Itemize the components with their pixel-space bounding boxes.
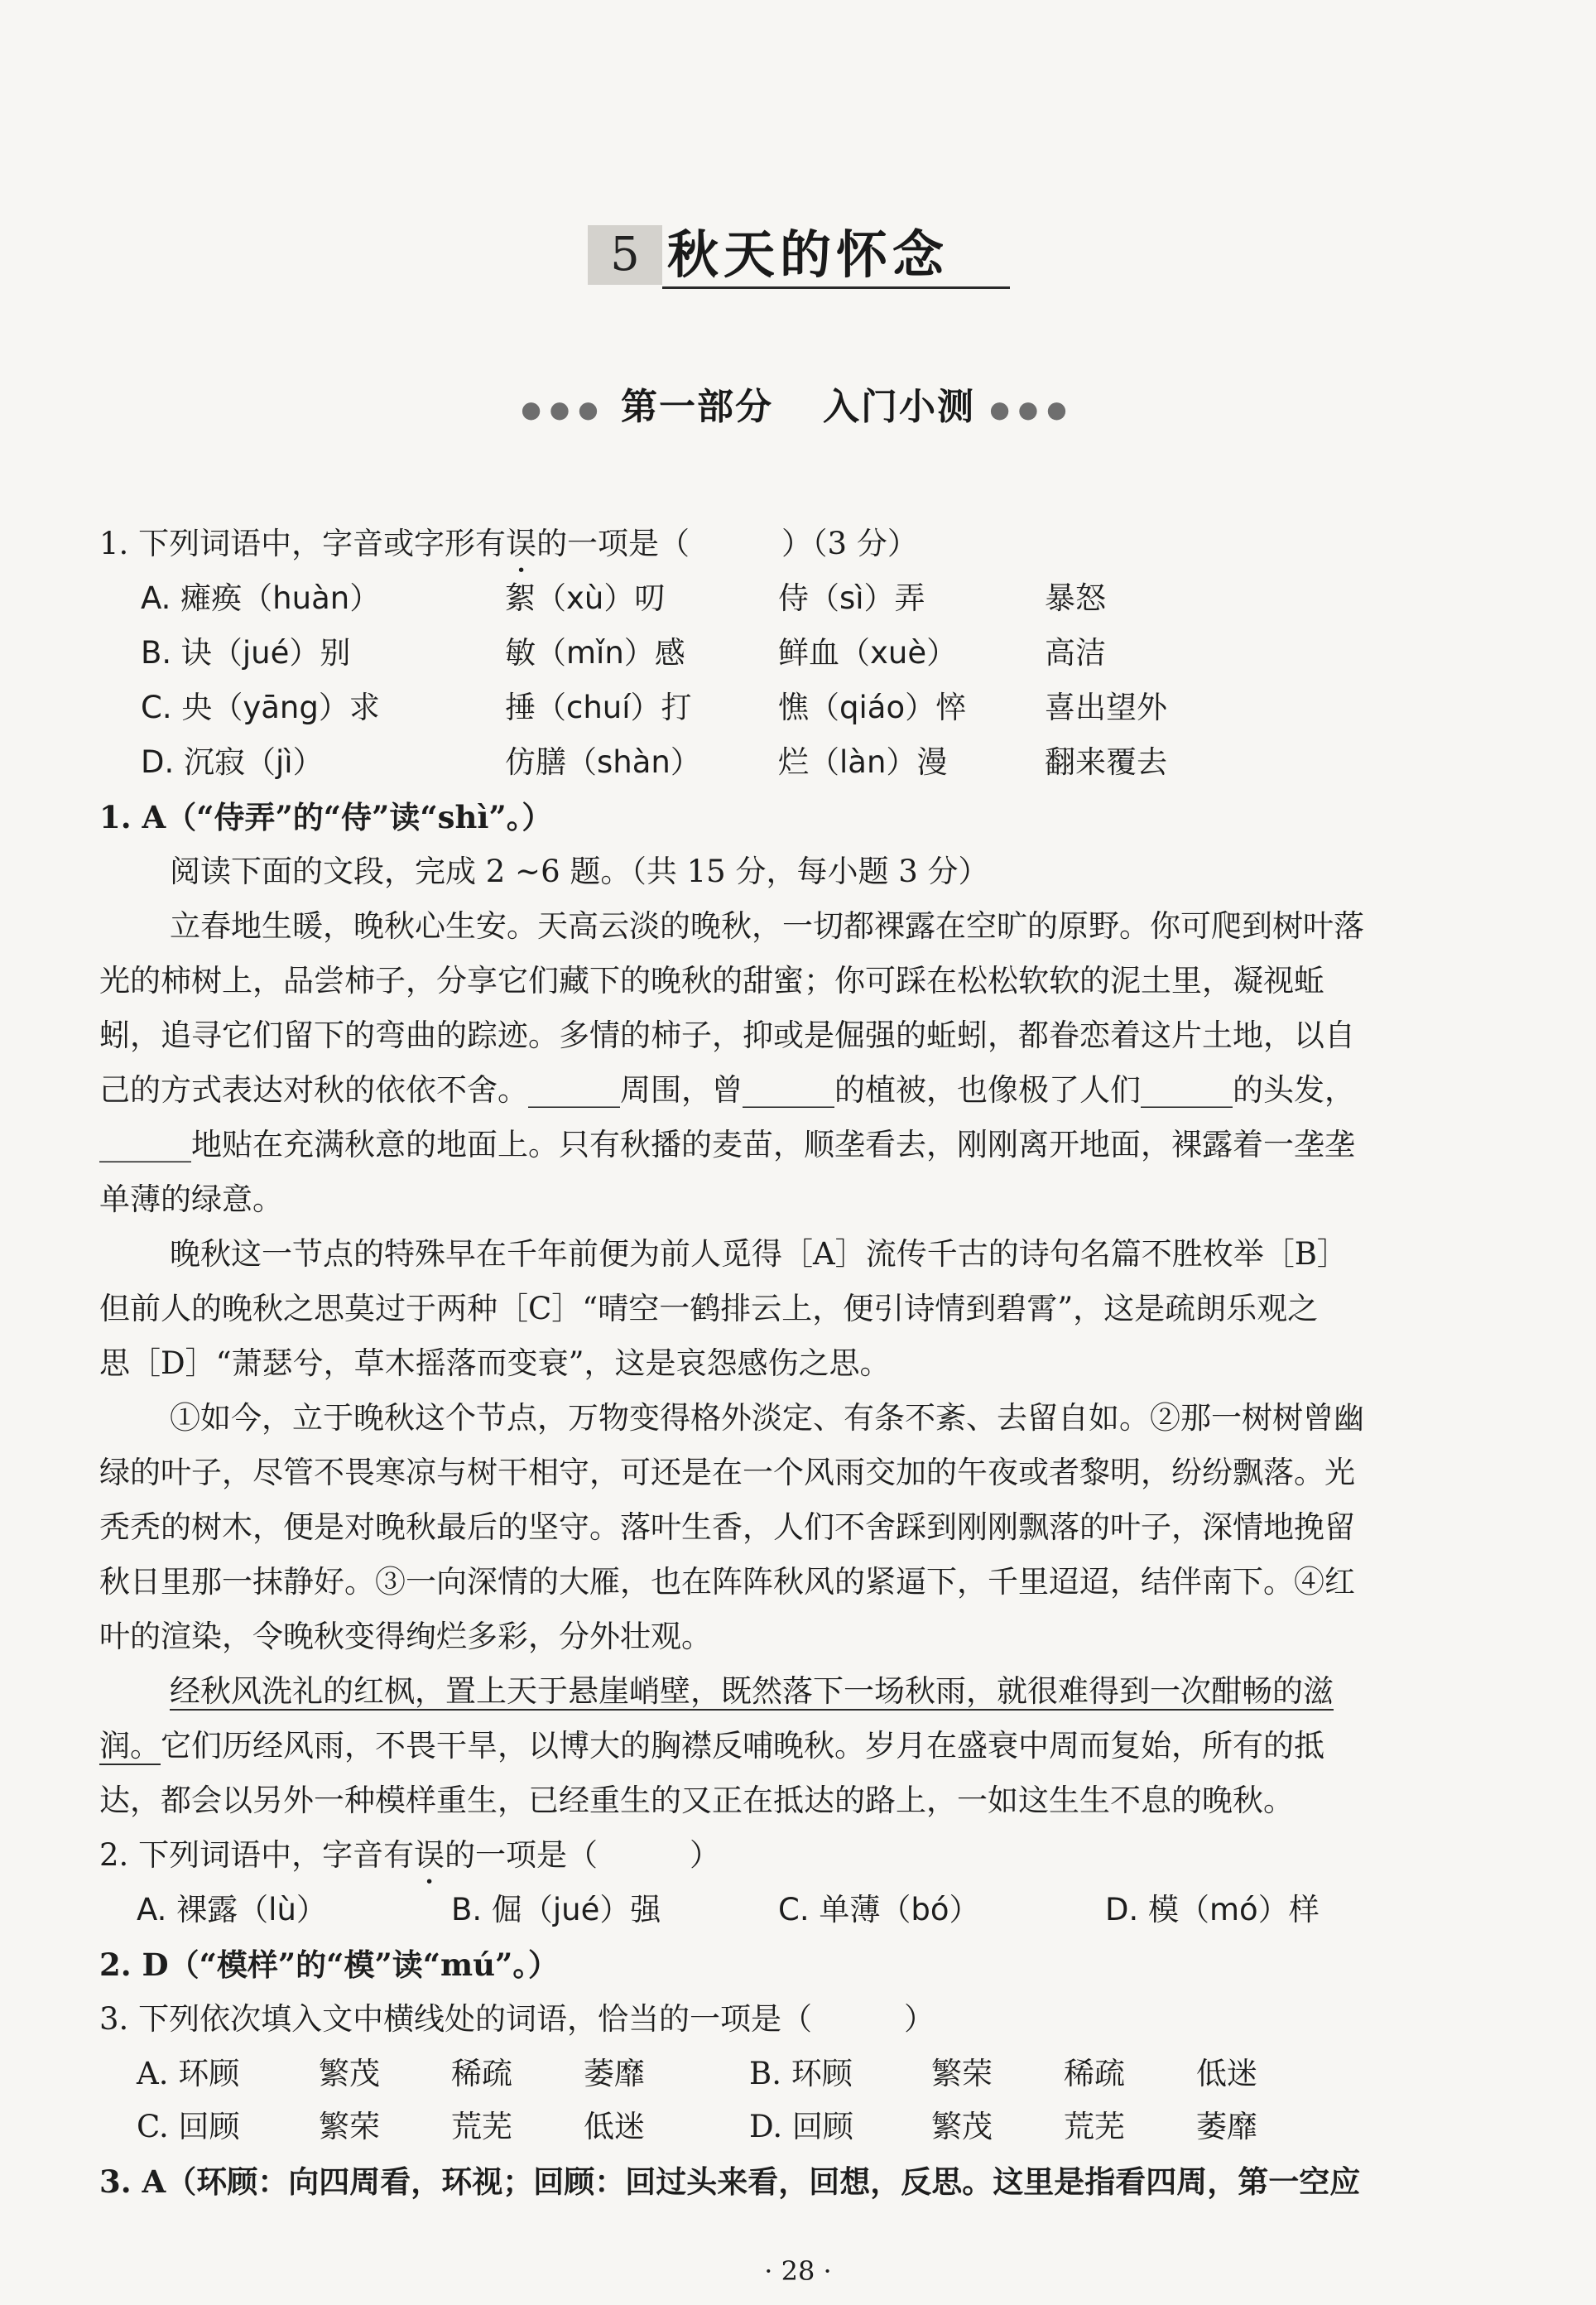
q1-option: 高洁 bbox=[1045, 635, 1106, 671]
passage-line: 秋日里那一抹静好。③一向深情的大雁，也在阵阵秋风的紧逼下，千里迢迢，结伴南下。④红 bbox=[99, 1564, 1355, 1600]
passage-line: ______地贴在充满秋意的地面上。只有秋播的麦苗，顺垄看去，刚刚离开地面，裸露着一垄垄 bbox=[99, 1127, 1355, 1162]
q1-option: 捶（chuí）打 bbox=[505, 690, 692, 725]
passage-line: 思［D］“萧瑟兮，草木摇落而变衰”，这是哀怨感伤之思。 bbox=[99, 1345, 891, 1381]
passage-line: 蚓，追寻它们留下的弯曲的踪迹。多情的柿子，抑或是倔强的蚯蚓，都眷恋着这片土地，以自 bbox=[99, 1018, 1355, 1053]
q1-option: 憔（qiáo）悴 bbox=[778, 690, 967, 725]
q3-option: C. 回顾 bbox=[137, 2109, 240, 2144]
lesson-number: 5 bbox=[588, 225, 662, 285]
passage-line: 光的柿树上，品尝柿子，分享它们藏下的晚秋的甜蜜；你可踩在松松软软的泥土里，凝视蚯 bbox=[99, 963, 1324, 999]
page-number: · 28 · bbox=[764, 2255, 832, 2287]
q1-option: B. 诀（jué）别 bbox=[141, 635, 351, 671]
emphasis-char: 误 bbox=[506, 526, 537, 561]
emphasis-char: 误 bbox=[414, 1837, 445, 1873]
q1-option: 侍（sì）弄 bbox=[778, 580, 925, 616]
q2-stem: 2. 下列词语中，字音有误的一项是（ ） bbox=[99, 1837, 721, 1873]
passage-line bbox=[170, 1671, 1577, 1712]
passage-line: 但前人的晚秋之思莫过于两种［C］“晴空一鹤排云上，便引诗情到碧霄”，这是疏朗乐观之 bbox=[99, 1291, 1319, 1326]
q1-stem: 1. 下列词语中，字音或字形有误的一项是（ ）（3 分） bbox=[99, 526, 918, 561]
lesson-title-text: 秋天的怀念 bbox=[667, 224, 949, 285]
q3-option: 荒芜 bbox=[451, 2109, 512, 2144]
section-heading bbox=[0, 377, 1596, 430]
q3-option: 萎靡 bbox=[584, 2056, 645, 2091]
q3-option: 荒芜 bbox=[1064, 2109, 1125, 2144]
q3-option: 低迷 bbox=[584, 2109, 645, 2144]
lesson-title bbox=[588, 222, 1010, 291]
passage-line: ①如今，立于晚秋这个节点，万物变得格外淡定、有条不紊、去留自如。②那一树树曾幽 bbox=[170, 1400, 1364, 1436]
q2-option: A. 裸露（lù） bbox=[137, 1892, 327, 1927]
q3-option: A. 环顾 bbox=[137, 2056, 240, 2091]
passage-line: 绿的叶子，尽管不畏寒凉与树干相守，可还是在一个风雨交加的午夜或者黎明，纷纷飘落。光 bbox=[99, 1455, 1355, 1490]
q3-option: 低迷 bbox=[1196, 2056, 1257, 2091]
title-underline bbox=[662, 286, 1010, 289]
q3-stem: 3. 下列依次填入文中横线处的词语，恰当的一项是（ ） bbox=[99, 2001, 935, 2037]
passage-line: 叶的渲染，令晚秋变得绚烂多彩，分外壮观。 bbox=[99, 1619, 712, 1654]
q2-option: D. 模（mó）样 bbox=[1105, 1892, 1320, 1927]
q2-answer: 2. D（“模样”的“模”读“mú”。） bbox=[99, 1946, 559, 1983]
q1-option: 鲜血（xuè） bbox=[778, 635, 958, 671]
q1-option: 敏（mǐn）感 bbox=[505, 635, 685, 671]
passage-line: 立春地生暖，晚秋心生安。天高云淡的晚秋，一切都裸露在空旷的原野。你可爬到树叶落 bbox=[170, 908, 1364, 944]
passage-line: 秃秃的树木，便是对晚秋最后的坚守。落叶生香，人们不舍踩到刚刚飘落的叶子，深情地挽留 bbox=[99, 1509, 1355, 1545]
q3-answer: 3. A（环顾：向四周看，环视；回顾：回过头来看，回想，反思。这里是指看四周，第一空应 bbox=[99, 2163, 1361, 2200]
q3-option: 稀疏 bbox=[1064, 2056, 1125, 2091]
section-part: 第一部分 bbox=[621, 386, 773, 428]
q1-option: 翻来覆去 bbox=[1045, 744, 1167, 780]
q3-option: 繁茂 bbox=[931, 2109, 993, 2144]
q1-option: 絮（xù）叨 bbox=[505, 580, 666, 616]
underlined-sentence-end: 润。 bbox=[99, 1728, 161, 1764]
passage-line: 己的方式表达对秋的依依不舍。______周围，曾______的植被，也像极了人们______的头发， bbox=[99, 1072, 1355, 1108]
q3-option: 萎靡 bbox=[1196, 2109, 1257, 2144]
section-name: 入门小测 bbox=[823, 386, 975, 428]
passage-line: 单薄的绿意。 bbox=[99, 1181, 283, 1217]
q1-answer: 1. A（“侍弄”的“侍”读“shì”。） bbox=[99, 799, 553, 835]
q1-option: 暴怒 bbox=[1045, 580, 1106, 616]
passage-line: 润。它们历经风雨，不畏干旱，以博大的胸襟反哺晚秋。岁月在盛衰中周而复始，所有的抵 bbox=[99, 1728, 1324, 1764]
reading-intro: 阅读下面的文段，完成 2 ~6 题。（共 15 分，每小题 3 分） bbox=[170, 854, 989, 889]
q1-option: 喜出望外 bbox=[1045, 690, 1167, 725]
q1-option: D. 沉寂（jì） bbox=[141, 744, 324, 780]
q3-option: 繁荣 bbox=[319, 2109, 380, 2144]
underlined-sentence: 经秋风洗礼的红枫，置上天于悬崖峭壁，既然落下一场秋雨，就很难得到一次酣畅的滋 bbox=[170, 1673, 1334, 1709]
q3-option: B. 环顾 bbox=[749, 2056, 853, 2091]
passage-line: 晚秋这一节点的特殊早在千年前便为前人觅得［A］流传千古的诗句名篇不胜枚举［B］ bbox=[170, 1236, 1348, 1272]
q1-option: 仿膳（shàn） bbox=[505, 744, 701, 780]
q3-option: 繁荣 bbox=[931, 2056, 993, 2091]
decorative-dots-right: ●●● bbox=[989, 396, 1075, 423]
q2-option: C. 单薄（bó） bbox=[778, 1892, 980, 1927]
q1-option: A. 瘫痪（huàn） bbox=[141, 580, 381, 616]
decorative-dots-left: ●●● bbox=[521, 396, 607, 423]
q3-option: 稀疏 bbox=[451, 2056, 512, 2091]
q3-option: D. 回顾 bbox=[749, 2109, 853, 2144]
passage-line: 达，都会以另外一种模样重生，已经重生的又正在抵达的路上，一如这生生不息的晚秋。 bbox=[99, 1783, 1294, 1818]
q2-option: B. 倔（jué）强 bbox=[451, 1892, 661, 1927]
q1-option: C. 央（yāng）求 bbox=[141, 690, 380, 725]
q3-option: 繁茂 bbox=[319, 2056, 380, 2091]
q1-option: 烂（làn）漫 bbox=[778, 744, 948, 780]
